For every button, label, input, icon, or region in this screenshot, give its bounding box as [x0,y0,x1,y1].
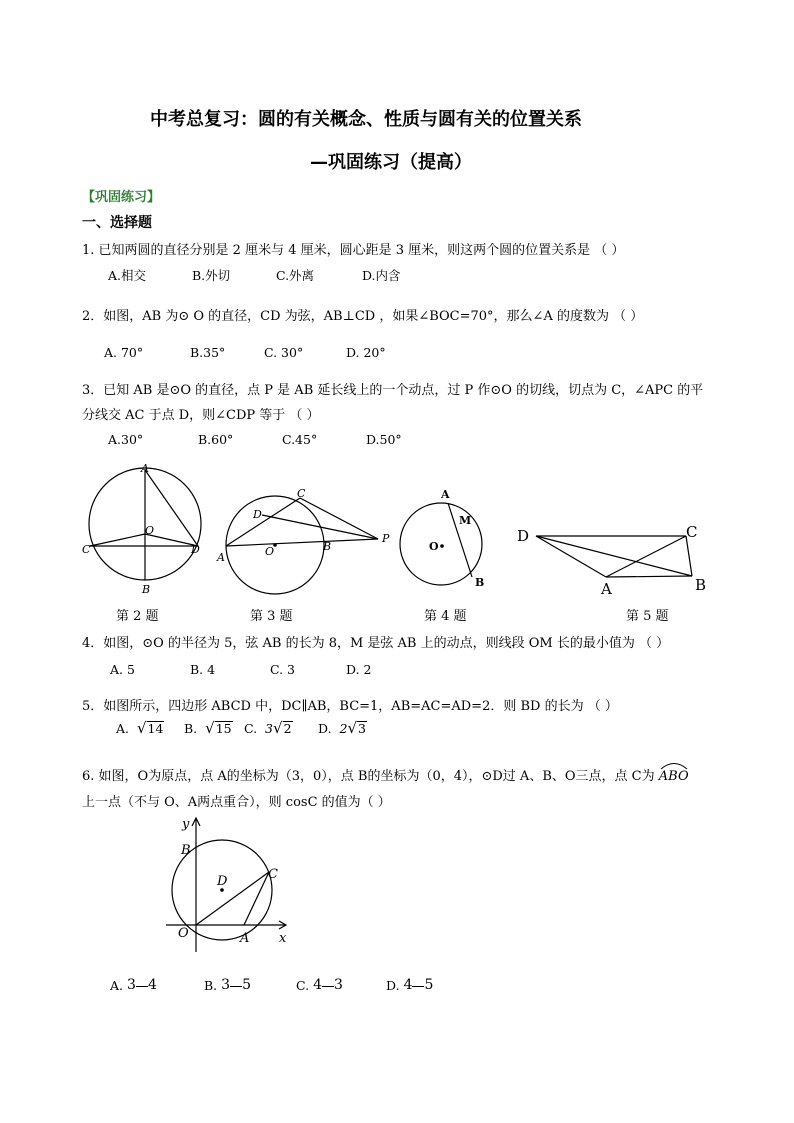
q6-line-ac [244,872,269,925]
fig4-label-o: O [429,540,439,553]
fig2-label-c: C [82,543,91,556]
fig3-label-a: A [217,551,225,564]
q5-stem: 5．如图所示，四边形 ABCD 中，DC∥AB，BC=1，AB=AC=AD=2．则 BD 的长为 （ ） [82,699,618,714]
q5-option-d-radicand: 3 [358,721,366,736]
q1-stem: 1. 已知两圆的直径分别是 2 厘米与 4 厘米，圆心距是 3 厘米，则这两个圆的位置关系是 （ ） [82,243,625,258]
q6-label-o: O [178,926,189,941]
fig3-tangent-cp [300,498,378,539]
fig5-side-ab [606,576,692,577]
q4-option-b[interactable]: B. 4 [189,662,216,677]
q5-option-a-radicand: 14 [147,721,164,736]
fig5-side-cb [686,536,692,576]
fig5-label-b: B [695,576,707,594]
q3-stem-line1: 3．已知 AB 是⊙O 的直径，点 P 是 AB 延长线上的一个动点，过 P 作⊙O 的切线，切点为 C，∠APC 的平 [82,383,704,398]
q6-label-c: C [268,867,278,882]
q5-option-c-radicand: 2 [283,721,292,736]
fig4-center-dot [440,544,444,548]
q3-stem-line2: 分线交 AC 于点 D，则∠CDP 等于 （ ） [82,408,320,423]
q2-option-c[interactable]: C. 30° [263,345,304,360]
q6-arc-abo: ABO [659,769,689,784]
fig3-line-ap [226,539,378,546]
q2-options [104,345,386,360]
page-title-line2: —巩固练习（提高） [310,152,472,173]
q2-option-b[interactable]: B.35° [189,345,226,360]
fig5-label-c: C [686,523,698,541]
fig5-label-d: D [517,527,530,545]
fig2-caption: 第 2 题 [116,609,159,624]
q6-label-x: x [279,931,287,946]
q5-option-b[interactable]: B. √15 [184,719,232,737]
q5-option-a[interactable]: A. √14 [116,719,164,737]
q6-option-d[interactable]: D. 4 5 [386,977,434,994]
q6-stem-line1: 6. 如图，O为原点，点 A的坐标为（3，0），点 B的坐标为（0，4），⊙D过 A、B、O三点，点 C为 ABO [82,765,689,784]
q5-option-b-radicand: 15 [215,721,232,736]
q2-stem: 2．如图，AB 为⊙ O 的直径，CD 为弦，AB⊥CD ，如果∠BOC=70°，那么∠A 的度数为 （ ） [82,309,644,324]
q1-option-a[interactable]: A.相交 [108,268,147,283]
figure-3 [226,496,378,594]
q1-options [108,266,401,284]
q4-option-a[interactable]: A. 5 [110,662,135,677]
fig5-label-a: A [601,580,612,598]
fig2-label-d: D [191,543,200,556]
figure-5 [536,536,692,577]
fig4-label-m: M [459,514,472,527]
fig3-label-p: P [382,532,390,545]
q4-options [110,662,371,677]
q6-option-a[interactable]: A. 3 4 [110,977,157,994]
q1-option-d[interactable]: D.内含 [361,268,401,283]
q3-option-c[interactable]: C.45° [281,432,318,447]
fig3-bisector-pd [262,515,378,539]
q6-figure [160,812,300,952]
q2-option-a[interactable]: A. 70° [104,345,144,360]
fig3-label-d: D [253,508,262,521]
q2-option-d[interactable]: D. 20° [345,345,386,360]
q6-label-a: A [240,931,250,946]
q5-option-d[interactable]: D. 2√3 [318,719,366,737]
q6-label-y: y [182,817,190,832]
figures-row [0,460,794,600]
fig3-line-ac [226,498,300,546]
fig5-diagonal-db [536,536,692,576]
fig4-label-a: A [441,488,450,501]
q5-options [116,719,367,737]
page-title-line1: 中考总复习：圆的有关概念、性质与圆有关的位置关系 [150,109,582,130]
q1-option-c[interactable]: C.外离 [275,268,315,283]
q6-line-oc [196,872,269,925]
q1-option-b[interactable]: B.外切 [191,268,231,283]
q4-option-d[interactable]: D. 2 [345,662,372,677]
arc-symbol [659,760,689,770]
fig2-label-b: B [142,583,151,596]
fig3-caption: 第 3 题 [250,609,293,624]
fig3-label-c: C [297,487,306,500]
fig4-label-b: B [475,576,485,589]
fig2-line-oc [90,534,145,546]
fig2-label-o: O [145,524,155,537]
part1-heading: 一、选择题 [82,215,152,231]
section-tag: 【巩固练习】 [82,190,161,205]
q5-option-c[interactable]: C. 3√2 [244,719,292,737]
q6-stem-line2: 上一点（不与 O、A两点重合），则 cosC 的值为（ ） [82,795,391,810]
q6-option-b[interactable]: B. 3 5 [204,977,252,994]
q6-label-d: D [217,874,228,889]
q3-option-b[interactable]: B.60° [197,432,234,447]
q3-option-d[interactable]: D.50° [365,432,402,447]
q6-label-b: B [181,843,191,858]
q6-option-c[interactable]: C. 4 3 [296,977,343,994]
q4-option-c[interactable]: C. 3 [269,662,295,677]
fig5-side-da [536,536,606,577]
fig4-caption: 第 4 题 [424,609,467,624]
fig3-label-o: O [265,545,275,558]
fig2-label-a: A [141,462,149,475]
fig5-caption: 第 5 题 [626,609,669,624]
q6-options [110,978,433,993]
fig3-label-b: B [323,540,332,553]
q3-options [108,432,402,447]
q3-option-a[interactable]: A.30° [108,432,144,447]
q4-stem: 4．如图，⊙O 的半径为 5，弦 AB 的长为 8，M 是弦 AB 上的动点，则线段 OM 长的最小值为 （ ） [82,636,670,651]
